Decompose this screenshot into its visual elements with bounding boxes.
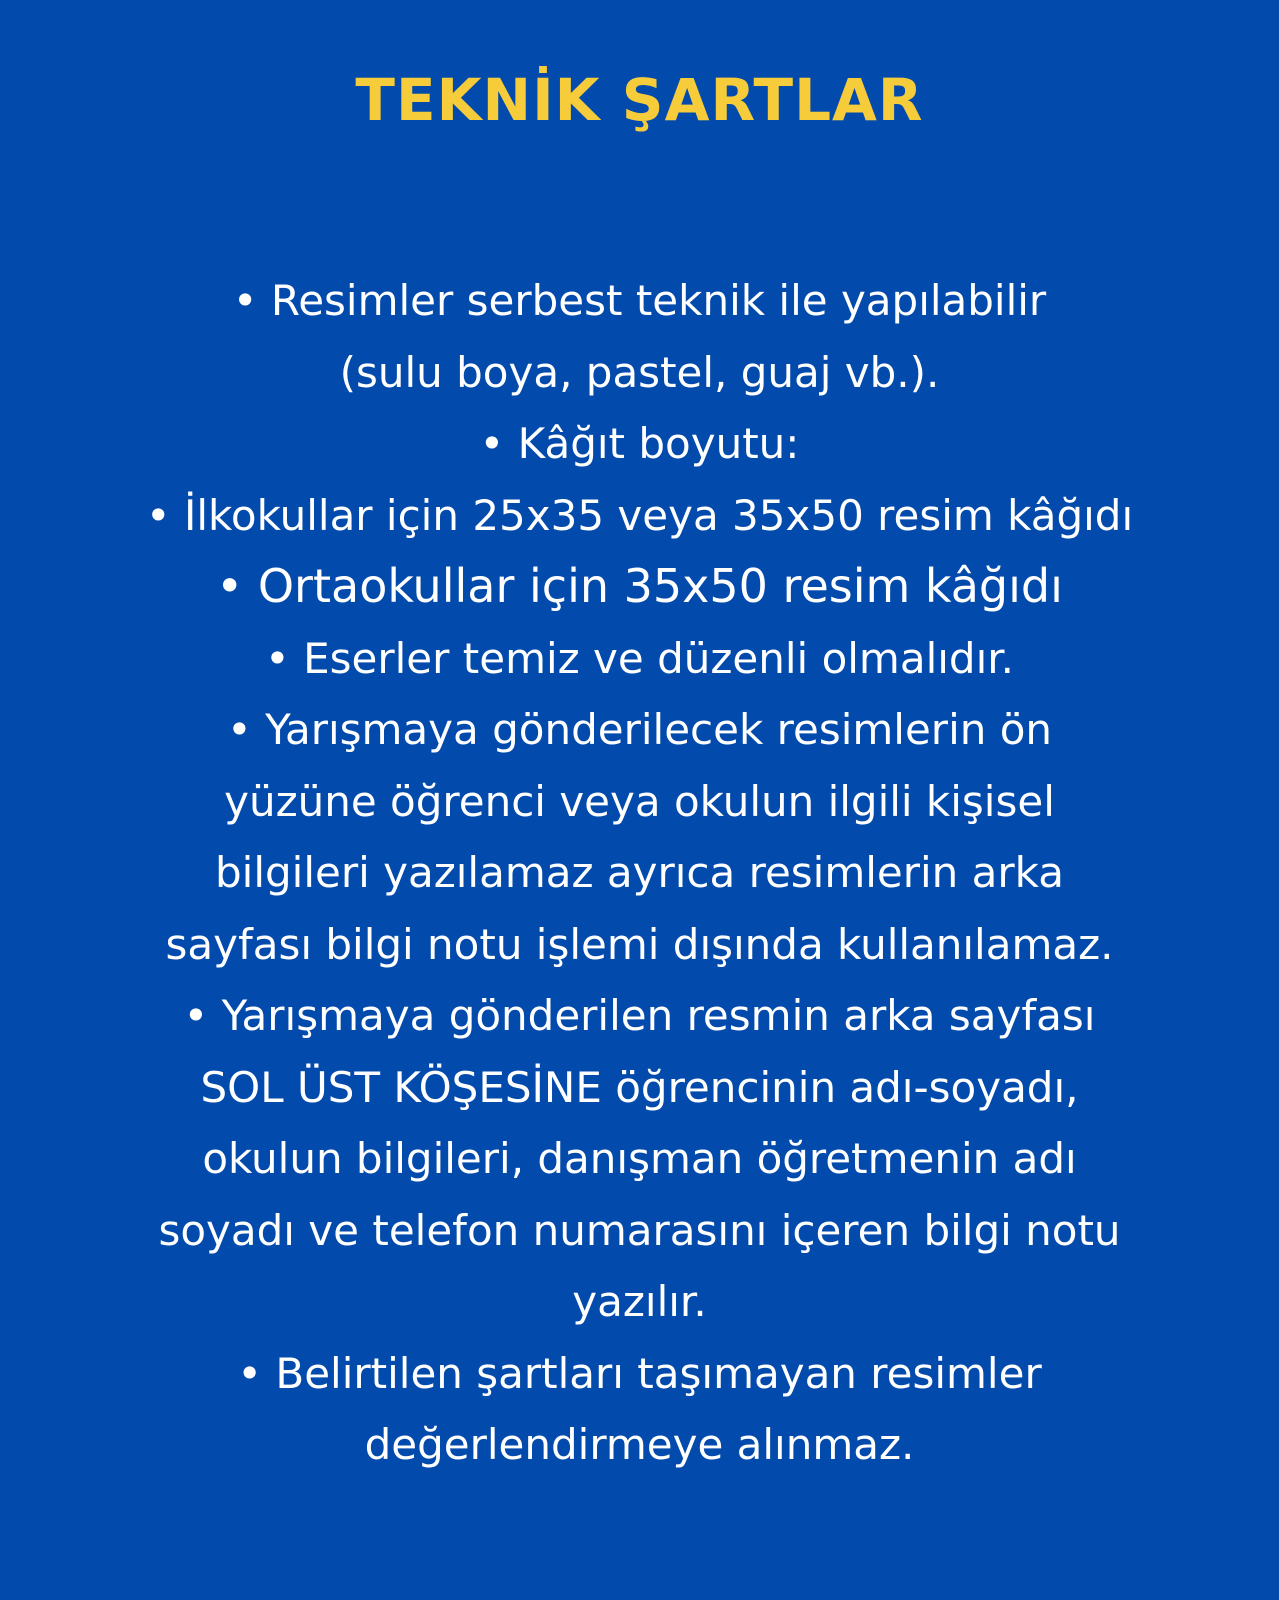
requirement-line: • Yarışmaya gönderilen resmin arka sayfası [183,991,1096,1040]
requirements-text [40,265,1239,1481]
requirement-line: • Kâğıt boyutu: [479,419,800,468]
requirement-line: • Resimler serbest teknik ile yapılabilir [232,276,1047,325]
requirement-line: • İlkokullar için 25x35 veya 35x50 resim kâğıdı [145,490,1134,540]
requirement-line: bilgileri yazılamaz ayrıca resimlerin arka [215,848,1064,897]
requirement-line: • Ortaokullar için 35x50 resim kâğıdı [216,559,1063,613]
requirement-line: sayfası bilgi notu işlemi dışında kullanılamaz. [165,919,1114,969]
requirement-line: değerlendirmeye alınmaz. [364,1420,915,1469]
requirement-line: • Eserler temiz ve düzenli olmalıdır. [264,633,1015,683]
requirement-line: SOL ÜST KÖŞESİNE öğrencinin adı-soyadı, [200,1062,1079,1112]
requirement-line: yüzüne öğrenci veya okulun ilgili kişisel [224,776,1055,826]
requirement-line: • Yarışmaya gönderilecek resimlerin ön [226,705,1053,754]
requirement-line: yazılır. [572,1277,707,1326]
requirement-line: (sulu boya, pastel, guaj vb.). [339,347,940,397]
requirement-line: okulun bilgileri, danışman öğretmenin adı [202,1134,1077,1183]
requirement-line: • Belirtilen şartları taşımayan resimler [237,1348,1042,1398]
requirement-line: soyadı ve telefon numarasını içeren bilgi notu [158,1205,1121,1255]
page-title: TEKNİK ŞARTLAR [355,66,924,134]
